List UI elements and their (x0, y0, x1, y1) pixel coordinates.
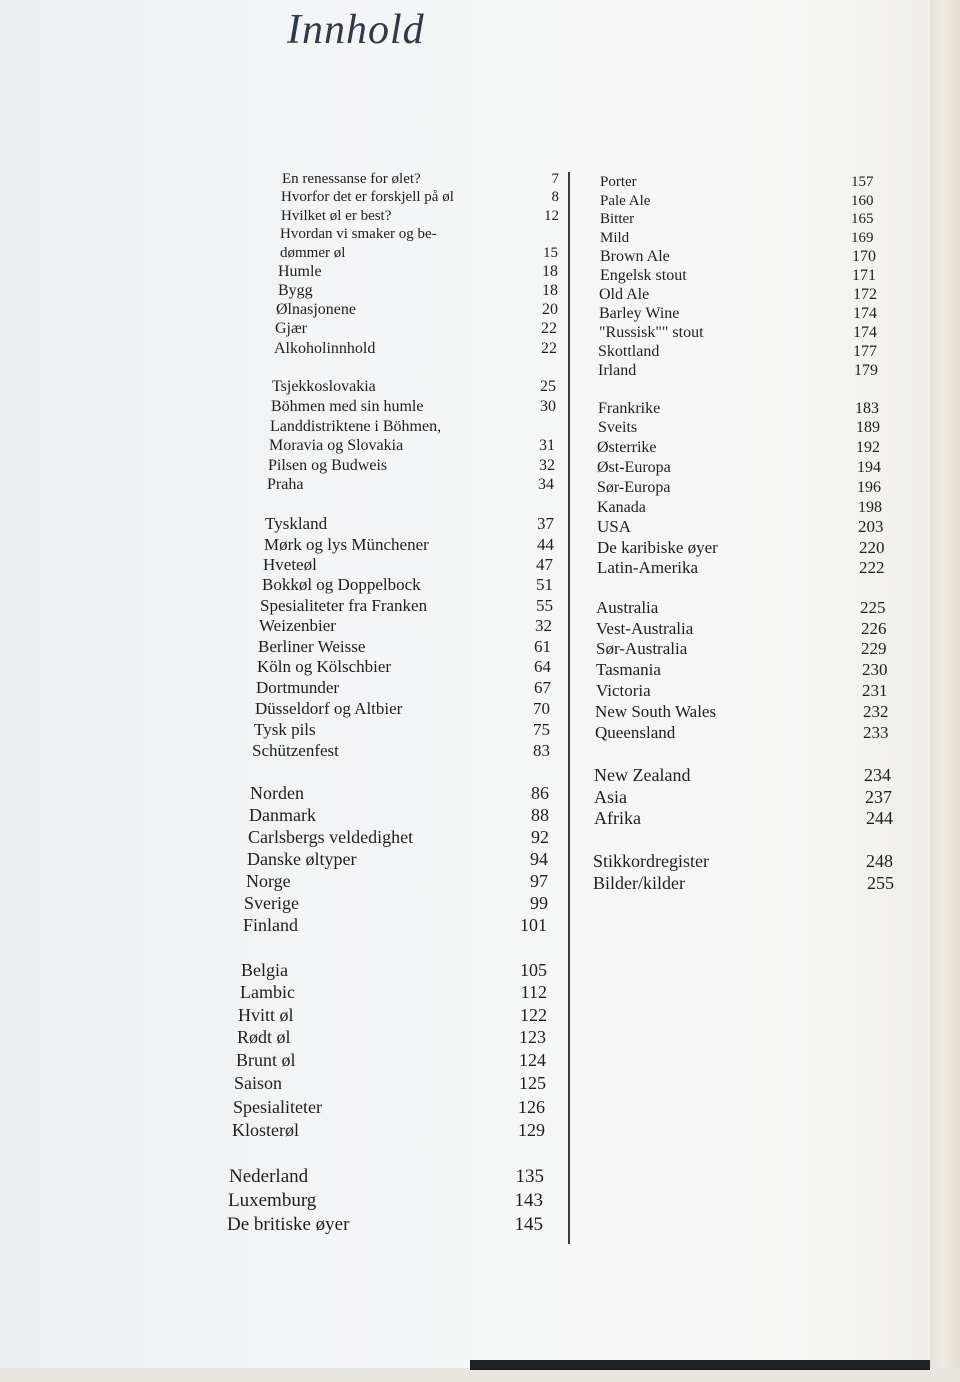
toc-entry-label: Hvilket øl er best? (281, 208, 392, 224)
toc-entry-label: Danske øltyper (247, 849, 357, 869)
toc-entry-label: New South Wales (595, 702, 717, 721)
toc-entry-page-number: 229 (861, 639, 887, 658)
toc-entry-page-number: 171 (852, 267, 876, 284)
toc-entry (597, 558, 899, 582)
toc-entry (250, 783, 549, 807)
toc-entry-label: Sør-Australia (596, 639, 688, 658)
toc-entry-page-number: 237 (865, 787, 892, 807)
toc-entry-page-number: 47 (536, 555, 553, 574)
bottom-strip (0, 1368, 960, 1382)
toc-entry-label: Tsjekkoslovakia (272, 378, 376, 395)
toc-entry-label: New Zealand (594, 765, 691, 785)
toc-entry (238, 1005, 547, 1029)
toc-entry-label: Spesialiteter fra Franken (260, 596, 428, 615)
toc-entry-label: Mørk og lys Münchener (264, 535, 429, 554)
toc-entry-label: Saison (234, 1073, 283, 1093)
toc-entry-label: Carlsbergs veldedighet (248, 827, 414, 847)
toc-entry-label: Sveits (598, 419, 638, 436)
toc-entry-page-number: 30 (540, 398, 556, 415)
toc-entry-page-number: 179 (854, 362, 878, 379)
toc-entry-page-number: 75 (533, 720, 550, 739)
toc-entry (237, 1027, 546, 1051)
toc-entry-label: Spesialiteter (233, 1097, 322, 1117)
toc-entry-page-number: 31 (539, 437, 555, 454)
toc-entry-page-number: 192 (856, 439, 880, 456)
toc-entry (233, 1097, 545, 1121)
toc-entry (248, 827, 549, 851)
toc-entry-label: USA (597, 517, 632, 536)
toc-entry-page-number: 222 (859, 558, 885, 577)
toc-entry-label: Düsseldorf og Altbier (255, 699, 403, 718)
toc-entry-label: Brown Ale (600, 248, 670, 265)
toc-entry-page-number: 64 (534, 657, 551, 676)
toc-entry-page-number: 97 (530, 871, 548, 891)
toc-entry-label: Praha (267, 476, 304, 493)
toc-entry (241, 960, 547, 984)
toc-entry-label: Bilder/kilder (593, 873, 685, 893)
toc-entry-page-number: 255 (867, 873, 894, 893)
toc-entry (228, 1191, 543, 1215)
toc-entry-page-number: 160 (851, 193, 874, 209)
toc-entry-page-number: 12 (544, 208, 559, 224)
toc-entry-page-number: 18 (542, 282, 558, 299)
toc-entry-label: Berliner Weisse (258, 637, 366, 656)
toc-entry-page-number: 22 (541, 320, 557, 337)
toc-entry-label: Ølnasjonene (276, 301, 356, 318)
toc-entry-label: Bitter (600, 211, 635, 227)
toc-entry-label: Kanada (597, 499, 646, 516)
toc-entry-label: Frankrike (598, 400, 661, 417)
toc-entry-page-number: 124 (519, 1050, 546, 1070)
toc-entry-page-number: 20 (542, 301, 558, 318)
toc-entry-page-number: 203 (858, 517, 884, 536)
toc-entry-label: En renessanse for ølet? (282, 171, 421, 187)
toc-entry-label: Nederland (229, 1166, 309, 1187)
toc-entry-label: Belgia (241, 960, 288, 980)
toc-entry-page-number: 220 (859, 538, 885, 557)
toc-entry (598, 361, 894, 385)
toc-entry-page-number: 44 (537, 535, 554, 554)
toc-entry-label: Finland (243, 915, 299, 935)
toc-entry-page-number: 226 (861, 619, 887, 638)
toc-entry-page-number: 177 (853, 343, 877, 360)
toc-entry (229, 1167, 544, 1191)
toc-entry-page-number: 126 (518, 1097, 545, 1117)
toc-entry-page-number: 174 (853, 305, 877, 322)
toc-entry-label: Stikkordregister (593, 851, 709, 871)
toc-entry-page-number: 7 (551, 171, 559, 187)
toc-entry-label: Rødt øl (237, 1027, 291, 1047)
toc-entry-label: Hvordan vi smaker og be- (280, 226, 437, 242)
toc-entry-label: Landdistriktene i Böhmen, (270, 418, 442, 435)
toc-entry-label: Brunt øl (236, 1050, 296, 1070)
toc-entry-label: Schützenfest (252, 741, 339, 760)
toc-entry-page-number: 233 (863, 723, 889, 742)
toc-entry-page-number: 143 (514, 1190, 543, 1211)
toc-entry-page-number: 94 (530, 849, 548, 869)
toc-entry-label: Humle (278, 263, 322, 280)
toc-entry-label: Norge (246, 871, 291, 891)
toc-entry (246, 871, 548, 895)
toc-entry-label: Old Ale (599, 286, 650, 303)
toc-entry-label: Queensland (595, 723, 676, 742)
toc-entry (234, 1073, 546, 1097)
toc-entry (240, 982, 547, 1006)
toc-entry-label: De karibiske øyer (597, 538, 718, 557)
toc-entry-page-number: 15 (543, 245, 558, 261)
toc-entry-label: Bygg (278, 282, 313, 299)
toc-entry-page-number: 189 (856, 419, 880, 436)
toc-entry-label: Porter (600, 174, 637, 190)
toc-entry-page-number: 225 (860, 598, 886, 617)
toc-entry-page-number: 51 (536, 575, 553, 594)
toc-entry-label: Øst-Europa (597, 459, 671, 476)
toc-entry-label: Tyskland (265, 514, 328, 533)
toc-entry-page-number: 172 (853, 286, 877, 303)
toc-entry-label: Pilsen og Budweis (268, 457, 388, 474)
toc-entry-page-number: 86 (531, 783, 549, 803)
book-cover-edge (470, 1360, 930, 1370)
toc-entry-page-number: 32 (535, 616, 552, 635)
toc-entry (247, 849, 548, 873)
toc-entry-page-number: 234 (864, 765, 891, 785)
column-divider (568, 172, 570, 1244)
toc-entry-page-number: 230 (862, 660, 888, 679)
toc-entry-label: Tasmania (596, 660, 661, 679)
toc-entry-label: Pale Ale (600, 193, 651, 209)
toc-entry-page-number: 112 (520, 982, 547, 1002)
toc-entry (236, 1050, 546, 1074)
toc-entry-page-number: 37 (537, 514, 554, 533)
toc-entry-page-number: 55 (536, 596, 553, 615)
toc-entry-page-number: 125 (519, 1073, 546, 1093)
toc-entry-label: Østerrike (597, 439, 657, 456)
toc-entry-label: Köln og Kölschbier (257, 657, 392, 676)
toc-entry-page-number: 183 (855, 400, 879, 417)
toc-entry (595, 723, 903, 747)
toc-entry-page-number: 145 (514, 1214, 543, 1235)
toc-entry (593, 873, 907, 897)
toc-entry (244, 893, 548, 917)
toc-entry-page-number: 196 (857, 479, 881, 496)
toc-entry-page-number: 34 (538, 476, 554, 493)
toc-entry-page-number: 25 (540, 378, 556, 395)
toc-entry-label: Hvorfor det er forskjell på øl (281, 189, 454, 205)
toc-entry-label: Australia (596, 598, 659, 617)
toc-entry-page-number: 244 (866, 808, 893, 828)
toc-entry-page-number: 198 (858, 499, 882, 516)
toc-entry-label: Moravia og Slovakia (269, 437, 404, 454)
toc-entry-label: Alkoholinnhold (274, 340, 376, 357)
toc-entry (594, 808, 906, 832)
toc-entry-label: Luxemburg (228, 1190, 317, 1211)
toc-entry-label: "Russisk"" stout (599, 324, 704, 341)
toc-entry-label: Latin-Amerika (597, 558, 699, 577)
page-edge (930, 0, 960, 1382)
toc-entry-label: Afrika (594, 808, 641, 828)
toc-entry-page-number: 8 (551, 189, 559, 205)
toc-entry-label: Danmark (249, 805, 316, 825)
toc-entry-page-number: 32 (539, 457, 555, 474)
toc-entry-label: Skottland (598, 343, 660, 360)
toc-entry-page-number: 122 (520, 1005, 547, 1025)
toc-entry-page-number: 169 (851, 230, 874, 246)
toc-entry-label: dømmer øl (280, 245, 346, 261)
toc-entry-label: Vest-Australia (596, 619, 694, 638)
toc-entry-label: Weizenbier (259, 616, 336, 635)
toc-entry-page-number: 22 (541, 340, 557, 357)
toc-entry-page-number: 99 (530, 893, 548, 913)
toc-entry (252, 741, 550, 765)
toc-entry-page-number: 165 (851, 211, 874, 227)
toc-entry-page-number: 92 (531, 827, 549, 847)
toc-entry (593, 851, 906, 875)
toc-entry-label: Sverige (244, 893, 299, 913)
toc-entry-label: Tysk pils (254, 720, 316, 739)
toc-entry (227, 1215, 543, 1239)
page-title: Innhold (287, 7, 425, 53)
toc-entry-page-number: 170 (852, 248, 876, 265)
toc-entry-label: Gjær (275, 320, 307, 337)
toc-entry (243, 915, 547, 939)
toc-entry-label: Dortmunder (256, 678, 340, 697)
toc-entry (274, 339, 557, 363)
toc-entry-label: Asia (594, 787, 627, 807)
toc-entry-page-number: 67 (534, 678, 551, 697)
toc-entry (232, 1120, 545, 1144)
toc-entry-page-number: 83 (533, 741, 550, 760)
toc-entry-page-number: 194 (857, 459, 881, 476)
toc-entry-label: Norden (250, 783, 304, 803)
toc-entry-page-number: 88 (531, 805, 549, 825)
toc-entry-page-number: 105 (520, 960, 547, 980)
toc-entry (594, 765, 904, 789)
toc-entry-page-number: 123 (519, 1027, 546, 1047)
toc-entry-page-number: 157 (851, 174, 874, 190)
toc-entry (249, 805, 549, 829)
toc-entry-label: Böhmen med sin humle (271, 398, 424, 415)
toc-entry-label: Engelsk stout (600, 267, 687, 284)
toc-entry-page-number: 18 (542, 263, 558, 280)
toc-entry-label: De britiske øyer (227, 1214, 350, 1235)
toc-entry-label: Sør-Europa (597, 479, 671, 496)
toc-entry-page-number: 70 (533, 699, 550, 718)
toc-entry-page-number: 232 (863, 702, 889, 721)
toc-entry-page-number: 129 (518, 1120, 545, 1140)
toc-entry-label: Klosterøl (232, 1120, 299, 1140)
toc-entry-page-number: 101 (520, 915, 547, 935)
toc-entry-label: Irland (598, 362, 637, 379)
toc-entry-label: Barley Wine (599, 305, 680, 322)
toc-entry-page-number: 174 (853, 324, 877, 341)
toc-entry-label: Bokkøl og Doppelbock (262, 575, 421, 594)
toc-entry-page-number: 231 (862, 681, 888, 700)
toc-entry-label: Mild (600, 230, 630, 246)
toc-entry (267, 475, 554, 499)
toc-entry-page-number: 61 (534, 637, 551, 656)
toc-entry-label: Lambic (240, 982, 295, 1002)
toc-entry-page-number: 135 (515, 1166, 544, 1187)
toc-entry-label: Hveteøl (263, 555, 317, 574)
toc-entry-page-number: 248 (866, 851, 893, 871)
toc-entry-label: Hvitt øl (238, 1005, 294, 1025)
toc-entry-label: Victoria (596, 681, 651, 700)
